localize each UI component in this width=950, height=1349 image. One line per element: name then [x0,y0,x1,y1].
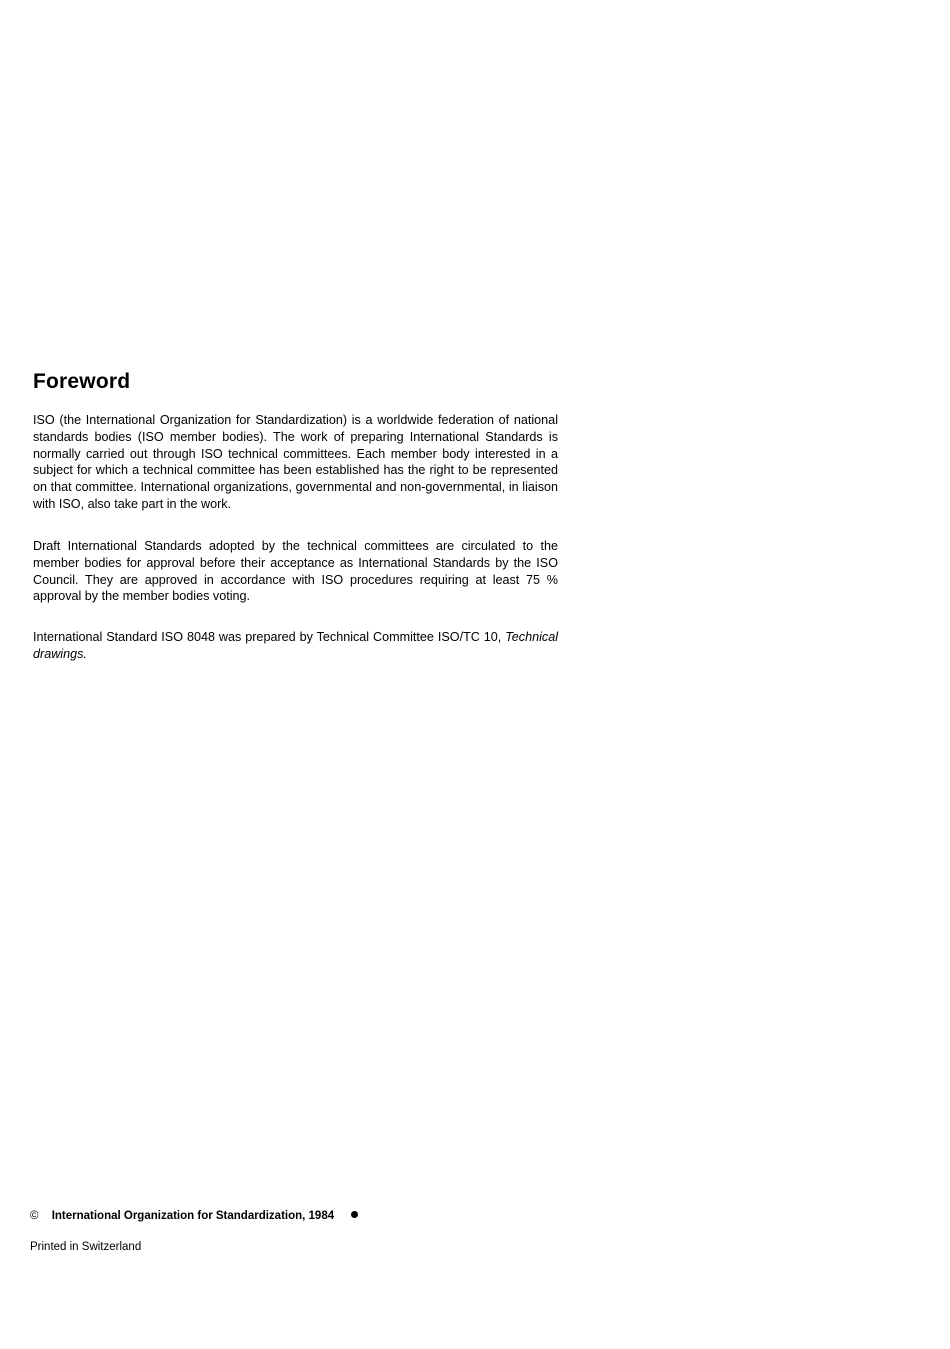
printed-in-note: Printed in Switzerland [30,1241,142,1253]
copyright-text: International Organization for Standardization, 1984 [51,1210,335,1222]
copyright-line [30,1210,358,1222]
foreword-paragraph-2: Draft International Standards adopted by the technical committees are circulated to the member bodies for approval before their acceptance as International Standards by the ISO Council. They are approved in accordance with ISO procedures requiring at least 75 % approval by the member bodies voting. [33,539,558,604]
page-title: Foreword [33,370,131,393]
copyright-symbol: © [30,1210,39,1222]
preparation-statement: International Standard ISO 8048 was prepared by Technical Committee ISO/TC 10, [33,630,502,644]
foreword-paragraph-3 [33,629,558,663]
bullet-icon [351,1211,358,1218]
foreword-paragraph-1: ISO (the International Organization for Standardization) is a worldwide federation of national standards bodies (ISO member bodies). The work of preparing International Standards is normally carried out through ISO technical committees. Each member body interested in a subject for which a technical committee has been established has the right to be represented on that committee. International organizations, governmental and non-governmental, in liaison with ISO, also take part in the work. [33,413,558,511]
committee-name: Technical drawings. [33,630,559,661]
